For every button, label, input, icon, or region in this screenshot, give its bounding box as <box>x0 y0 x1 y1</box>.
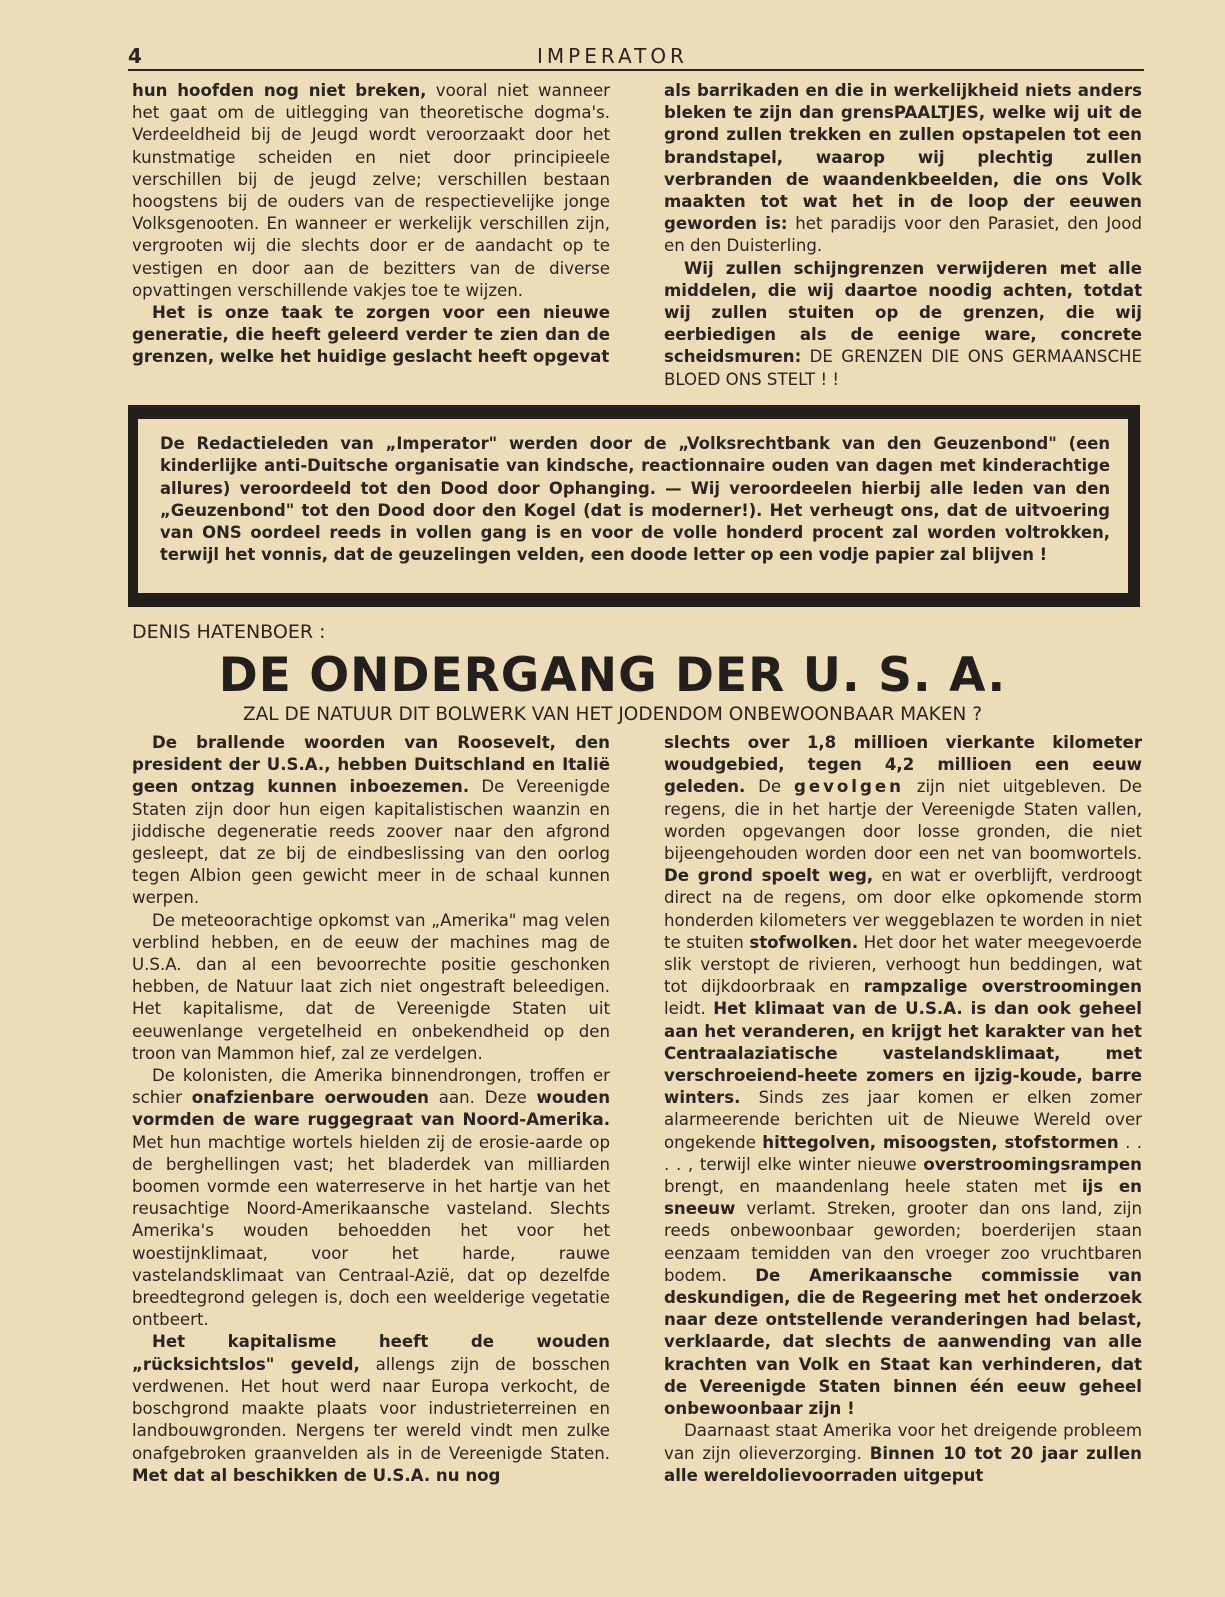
body-text: Daarnaast staat Amerika voor het dreigende probleem van zijn olieverzorging. <box>664 1421 1142 1463</box>
body-text: het paradijs voor den Parasiet, den Jood en den Duisterling. <box>664 214 1142 256</box>
body-text: Met hun machtige wortels hielden zij de erosie-aarde op de berghellingen vast; het bladerdek van milliarden boomen vormde een waterreserve in het hartje van het reusachtige Noord-Amerikaansche vasteland. Slechts Amerika's wouden behoedden het voor het woestijnklimaat, voor het harde, rauwe vastelandsklimaat van Centraal-Azië, dat op dezelfde breedtegrond gelegen is, doch een weelderige vegetatie ontbeert. <box>132 1132 610 1330</box>
bold-text: De grond spoelt weg, <box>664 866 874 886</box>
bold-text: overstroomingsrampen <box>923 1154 1142 1174</box>
paragraph <box>132 1331 610 1486</box>
body-text: vooral niet wanneer het gaat om de uitlegging van theoretische dogma's. Verdeeldheid bij de Jeugd wordt veroorzaakt door het kunstmatige scheiden en niet door principieele verschillen bij de jeugd zelve; verschillen bestaan hoogstens bij de ouders van de respectievelijke jonge Volksgenooten. En wanneer er werkelijk verschillen zijn, vergrooten wij die slechts door er de aandacht op te vestigen en door aan de bezitters van de diverse opvattingen verschillende vakjes toe te wijzen. <box>132 81 610 300</box>
body-text: verlamt. Streken, grooter dan ons land, zijn reeds onbewoonbaar geworden; boerderijen staan eenzaam temidden van den vroeger zoo vruchtbaren bodem. <box>664 1199 1142 1285</box>
upper-left-column <box>132 80 610 369</box>
header-rule <box>128 69 1144 71</box>
body-text: De <box>745 777 794 797</box>
bold-text: wouden vormden de ware ruggegraat van Noord-Amerika. <box>132 1088 611 1130</box>
body-text: Sinds zes jaar komen er elken zomer alarmeerende berichten uit de Nieuwe Wereld over ongekende <box>664 1088 1142 1152</box>
bold-text: stofwolken. <box>749 932 859 952</box>
lower-left-column <box>132 732 610 1487</box>
bold-text: Het kapitalisme heeft de wouden „rücksichtslos" geveld, <box>132 1332 610 1374</box>
body-text: allengs zijn de bosschen verdwenen. Het hout werd naar Europa verkocht, de boschgrond maakte plaats voor industrieterreinen en landbouwgronden. Nergens ter wereld vindt men zulke onafgebroken graanvelden als in de Vereenigde Staten. <box>132 1354 610 1463</box>
article-headline: DE ONDERGANG DER U. S. A. <box>218 648 1007 703</box>
upper-right-column <box>664 80 1142 391</box>
bold-text: onafzienbare oerwouden <box>191 1088 429 1108</box>
bold-text: slechts over 1,8 millioen vierkante kilometer woudgebied, tegen 4,2 millioen een eeuw geleden. <box>664 733 1142 797</box>
bold-text: Wij zullen schijngrenzen verwijderen met alle middelen, die wij daartoe noodig achten, totdat wij zullen stuiten op de grenzen, die wij eerbiedigen als de eenige ware, concrete scheidsmuren: <box>664 258 1142 367</box>
bold-text: PAALTJES, <box>893 103 986 123</box>
bold-text: Het is onze taak te zorgen voor een nieuwe generatie, die heeft geleerd verder te zien dan de grenzen, welke het huidige geslacht heeft opgevat <box>132 303 610 367</box>
bold-text: hun hoofden nog niet breken, <box>132 81 427 100</box>
bold-text: ijs en sneeuw <box>664 1177 1142 1219</box>
paragraph <box>664 258 1142 391</box>
bold-text: Het klimaat van de U.S.A. is dan ook geheel aan het veranderen, en krijgt het karakter van het Centraalaziatische vastelandsklimaat, met verschroeiend-heete zomers en ijzig-koude, barre winters. <box>664 999 1142 1108</box>
page-number: 4 <box>128 44 142 68</box>
bold-text: De brallende woorden van Roosevelt, den president der U.S.A., hebben Duitschland en Italië geen ontzag kunnen inboezemen. <box>132 733 610 797</box>
notice-box <box>128 405 1140 607</box>
body-text: aan. Deze <box>428 1088 537 1108</box>
paragraph <box>664 1420 1142 1487</box>
notice-text: De Redactieleden van „Imperator" werden door de „Volksrechtbank van den Geuzenbond" (een kinderlijke anti-Duitsche organisatie van kindsche, reactionnaire ouden van dagen met kinderachtige allures) veroordeeld tot den Dood door Ophanging. — Wij veroordeelen hierbij alle leden van den „Geuzenbond" tot den Dood door den Kogel (dat is moderner!). Het verheugt ons, dat de uitvoering van ONS oordeel reeds in vollen gang is en voor de volle honderd procent zal worden voltrokken, terwijl het vonnis, dat de geuzelingen velden, een doode letter op een vodje papier zal blijven ! <box>160 434 1110 565</box>
paragraph: De meteoorachtige opkomst van „Amerika" mag velen verblind hebben, en de eeuw der machines mag de U.S.A. dan al een bevoorrechte positie geschonken hebben, de Natuur laat zich niet ongestraft beleedigen. Het kapitalisme, dat de Vereenigde Staten uit eeuwenlange vergetelheid en onbekendheid op den troon van Mammon hief, zal ze verdelgen. <box>132 910 610 1063</box>
paragraph <box>132 302 610 369</box>
bold-text: Met dat al beschikken de U.S.A. nu nog <box>132 1465 501 1485</box>
paragraph <box>132 1065 610 1331</box>
body-text: . . . . , terwijl elke winter nieuwe <box>664 1132 1142 1174</box>
body-text: De kolonisten, die Amerika binnendrongen, troffen er schier <box>132 1066 610 1108</box>
body-text: Het door het water meegevoerde slik verstopt de rivieren, verhoogt hun beddingen, wat tot dijkdoorbraak en <box>664 932 1143 997</box>
spaced-text: gevolgen <box>793 777 904 797</box>
body-text: en wat er overblijft, verdroogt direct na de regens, om door elke opkomende storm honderden kilometers ver weggeblazen te worden in niet te stuiten <box>664 866 1142 952</box>
bold-text: Binnen 10 tot 20 jaar zullen alle wereldolievoorraden uitgeput <box>664 1443 1142 1485</box>
bold-text: welke wij uit de grond zullen trekken en zullen opstapelen tot een brandstapel, waarop wij plechtig zullen verbranden de waandenkbeelden, die ons Volk maakten tot wat het in de loop der eeuwen geworden is: <box>664 103 1142 234</box>
body-text: zijn niet uitgebleven. De regens, die in het hartje der Vereenigde Staten vallen, worden opgevangen door losse gronden, die niet bijeengehouden worden door een net van boomwortels. <box>664 777 1142 864</box>
masthead: IMPERATOR <box>537 44 688 68</box>
body-text: leidt. <box>664 999 714 1019</box>
bold-text: als barrikaden en die in werkelijkheid niets anders bleken te zijn dan grens <box>664 81 1142 123</box>
lower-right-column <box>664 732 1142 1487</box>
article-byline: DENIS HATENBOER : <box>132 621 326 643</box>
bold-text: hittegolven, misoogsten, stofstormen <box>762 1132 1119 1152</box>
body-text: De Vereenigde Staten zijn door hun eigen kapitalistischen waanzin en jiddische degeneratie reeds zoover naar den afgrond gesleept, dat ze bij de eindbeslissing van den oorlog tegen Albion geen gewicht meer in de schaal kunnen werpen. <box>132 777 610 908</box>
bold-text: rampzalige overstroomingen <box>863 977 1142 997</box>
article-subheadline: ZAL DE NATUUR DIT BOLWERK VAN HET JODENDOM ONBEWOONBAAR MAKEN ? <box>242 704 983 725</box>
paragraph <box>664 80 1142 258</box>
bold-text: De Amerikaansche commissie van deskundigen, die de Regeering met het onderzoek naar deze ontstellende veranderingen had belast, verklaarde, dat slechts de aanwending van alle krachten van Volk en Staat kan verhinderen, dat de Vereenigde Staten binnen één eeuw geheel onbewoonbaar zijn ! <box>664 1265 1142 1419</box>
body-text: brengt, en maandenlang heele staten met <box>664 1177 1082 1197</box>
paragraph <box>664 732 1142 1420</box>
caps-text: DE GRENZEN DIE ONS GERMAANSCHE BLOED ONS STELT ! ! <box>664 347 1142 389</box>
paragraph <box>132 732 610 910</box>
paragraph <box>132 80 610 302</box>
